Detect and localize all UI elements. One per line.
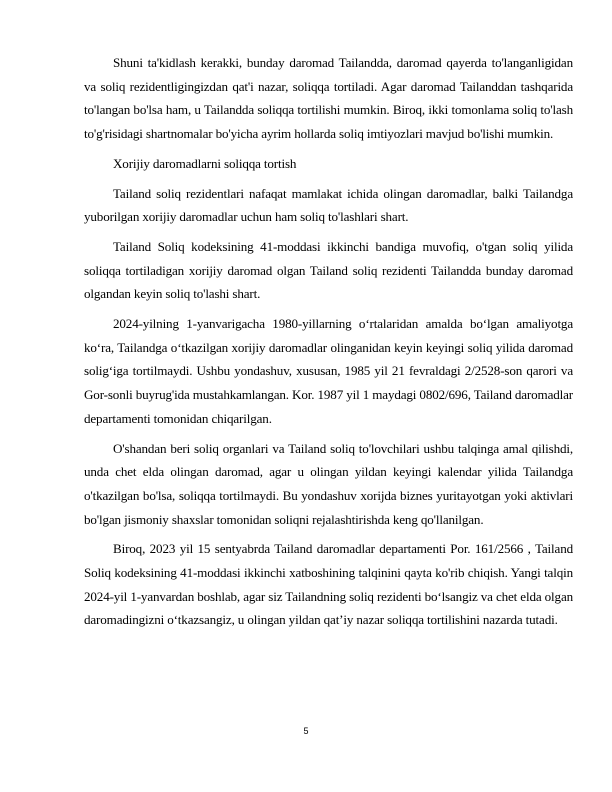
paragraph-article-41: Tailand Soliq kodeksining 41-moddasi ikkinchi bandiga muvofiq, o'tgan soliq yilida soliqqa tortiladigan xorijiy daromad olgan Tailand soliq rezidenti Tailandda bunday daromad olgandan keyin soliq to'lashi shart.: [84, 238, 573, 302]
paragraph-double-taxation-note: Shuni ta'kidlash kerakki, bunday daromad Tailandda, daromad qayerda to'langanligidan va soliq rezidentligingizdan qat'i nazar, soliqqa tortiladi. Agar daromad Tailanddan tashqarida to'langan bo'lsa ham, u Tailandda soliqqa tortilishi mumkin. Biroq, ikki tomonlama soliq to'lash to'g'risidagi shartnomalar bo'yicha ayrim hollarda soliq imtiyozlari mavjud bo'lishi mumkin.: [84, 55, 573, 142]
page-number: 5: [303, 726, 309, 736]
paragraph-pre-2024-practice: 2024-yilning 1-yanvarigacha 1980-yillarning o‘rtalaridan amalda bo‘lgan amaliyotga ko‘ra, Tailandga o‘tkazilgan xorijiy daromadlar olinganidan keyin keyingi soliq yilida daromad solig‘iga tortilmaydi. Ushbu yondashuv, xususan, 1985 yil 21 fevraldagi 2/2528-son qarori va Gor-sonli buyrug'ida mustahkamlangan. Kor. 1987 yil 1 maydagi 0802/696, Tailand daromadlar departamenti tomonidan chiqarilgan.: [84, 316, 573, 426]
paragraph-new-interpretation: Biroq, 2023 yil 15 sentyabrda Tailand daromadlar departamenti Por. 161/2566 , Tailand Soliq kodeksining 41-moddasi ikkinchi xatboshining talqinini qayta ko'rib chiqish. Yangi talqin 2024-yil 1-yanvardan boshlab, agar siz Tailandning soliq rezidenti bo‘lsangiz va chet elda olgan daromadingizni o‘tkazsangiz, u olingan yildan qat’iy nazar soliqqa tortilishini nazarda tutadi.: [84, 541, 573, 628]
paragraph-tax-residents: Tailand soliq rezidentlari nafaqat mamlakat ichida olingan daromadlar, balki Tailandga yuborilgan xorijiy daromadlar uchun ham soliq to'lashlari shart.: [84, 185, 573, 225]
section-heading-foreign-income: Xorijiy daromadlarni soliqqa tortish: [113, 155, 297, 171]
document-body: [84, 51, 573, 638]
paragraph-interpretation-applied: O'shandan beri soliq organlari va Tailand soliq to'lovchilari ushbu talqinga amal qilishdi, unda chet elda olingan daromad, agar u olingan yildan keyingi kalendar yilida Tailandga o'tkazilgan bo'lsa, soliqqa tortilmaydi. Bu yondashuv xorijda biznes yuritayotgan yoki aktivlari bo'lgan jismoniy shaxslar tomonidan soliqni rejalashtirishda keng qo'llanilgan.: [84, 440, 573, 527]
